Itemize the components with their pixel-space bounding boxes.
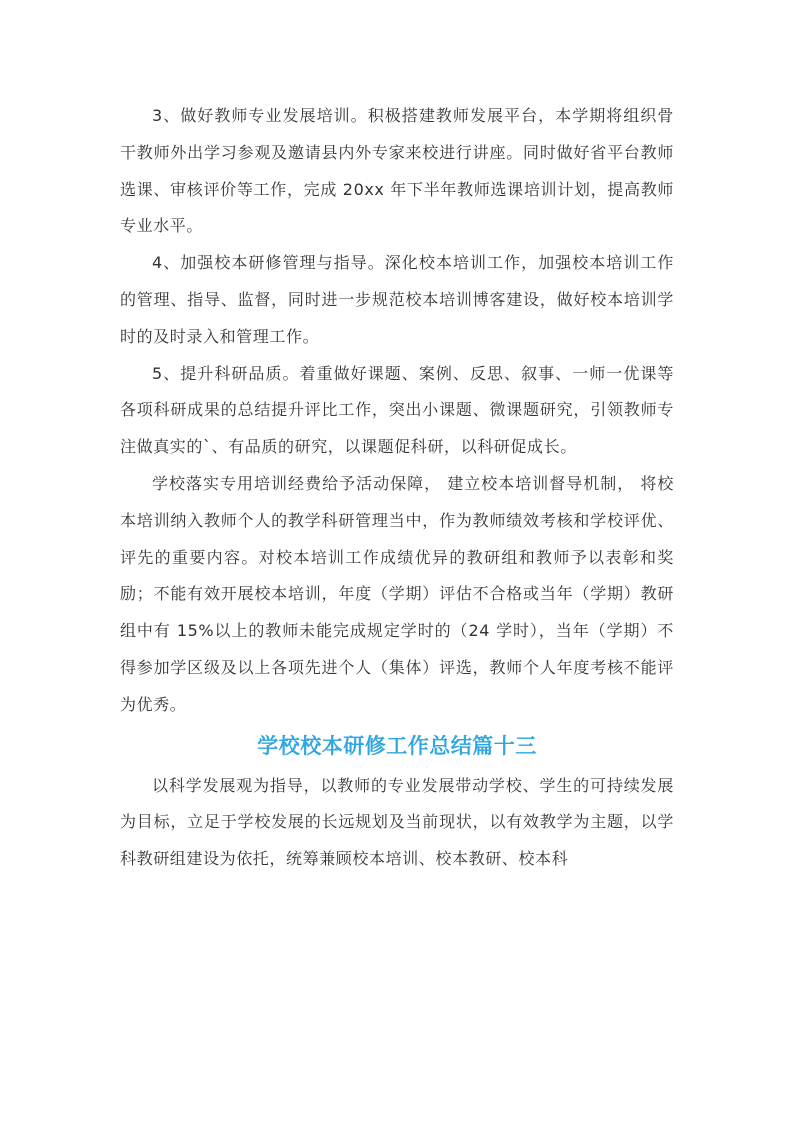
paragraph-teacher-training: 3、做好教师专业发展培训。积极搭建教师发展平台，本学期将组织骨干教师外出学习参观及邀请县内外专家来校进行讲座。同时做好省平台教师选课、审核评价等工作，完成 20xx 年下半年教师选课培训计划，提高教师专业水平。 [120, 106, 674, 236]
paragraph-funding-guarantee: 学校落实专用培训经费给予活动保障， 建立校本培训督导机制， 将校本培训纳入教师个人的教学科研管理当中，作为教师绩效考核和学校评优、评先的重要内容。对校本培训工作成绩优异的教研组和教师予以表彰和奖励；不能有效开展校本培训，年度（学期）评估不合格或当年（学期）教研组中有 15%以上的教师未能完成规定学时的（24 学时），当年（学期）不得参加学区级及以上各项先进个人（集体）评选，教师个人年度考核不能评为优秀。 [120, 473, 674, 714]
paragraph-research-quality: 5、提升科研品质。着重做好课题、案例、反思、叙事、一师一优课等各项科研成果的总结提升评比工作，突出小课题、微课题研究，引领教师专注做真实的`、有品质的研究，以课题促科研，以科研促成长。 [120, 363, 674, 457]
document-page [120, 98, 674, 878]
section-heading: 学校校本研修工作总结篇十三 [257, 733, 537, 758]
paragraph-guiding-principle: 以科学发展观为指导，以教师的专业发展带动学校、学生的可持续发展为目标，立足于学校发展的长远规划及当前现状，以有效教学为主题，以学科教研组建设为依托，统筹兼顾校本培训、校本教研、校本科 [120, 775, 674, 869]
paragraph-research-management: 4、加强校本研修管理与指导。深化校本培训工作，加强校本培训工作的管理、指导、监督，同时进一步规范校本培训博客建设，做好校本培训学时的及时录入和管理工作。 [120, 253, 674, 346]
